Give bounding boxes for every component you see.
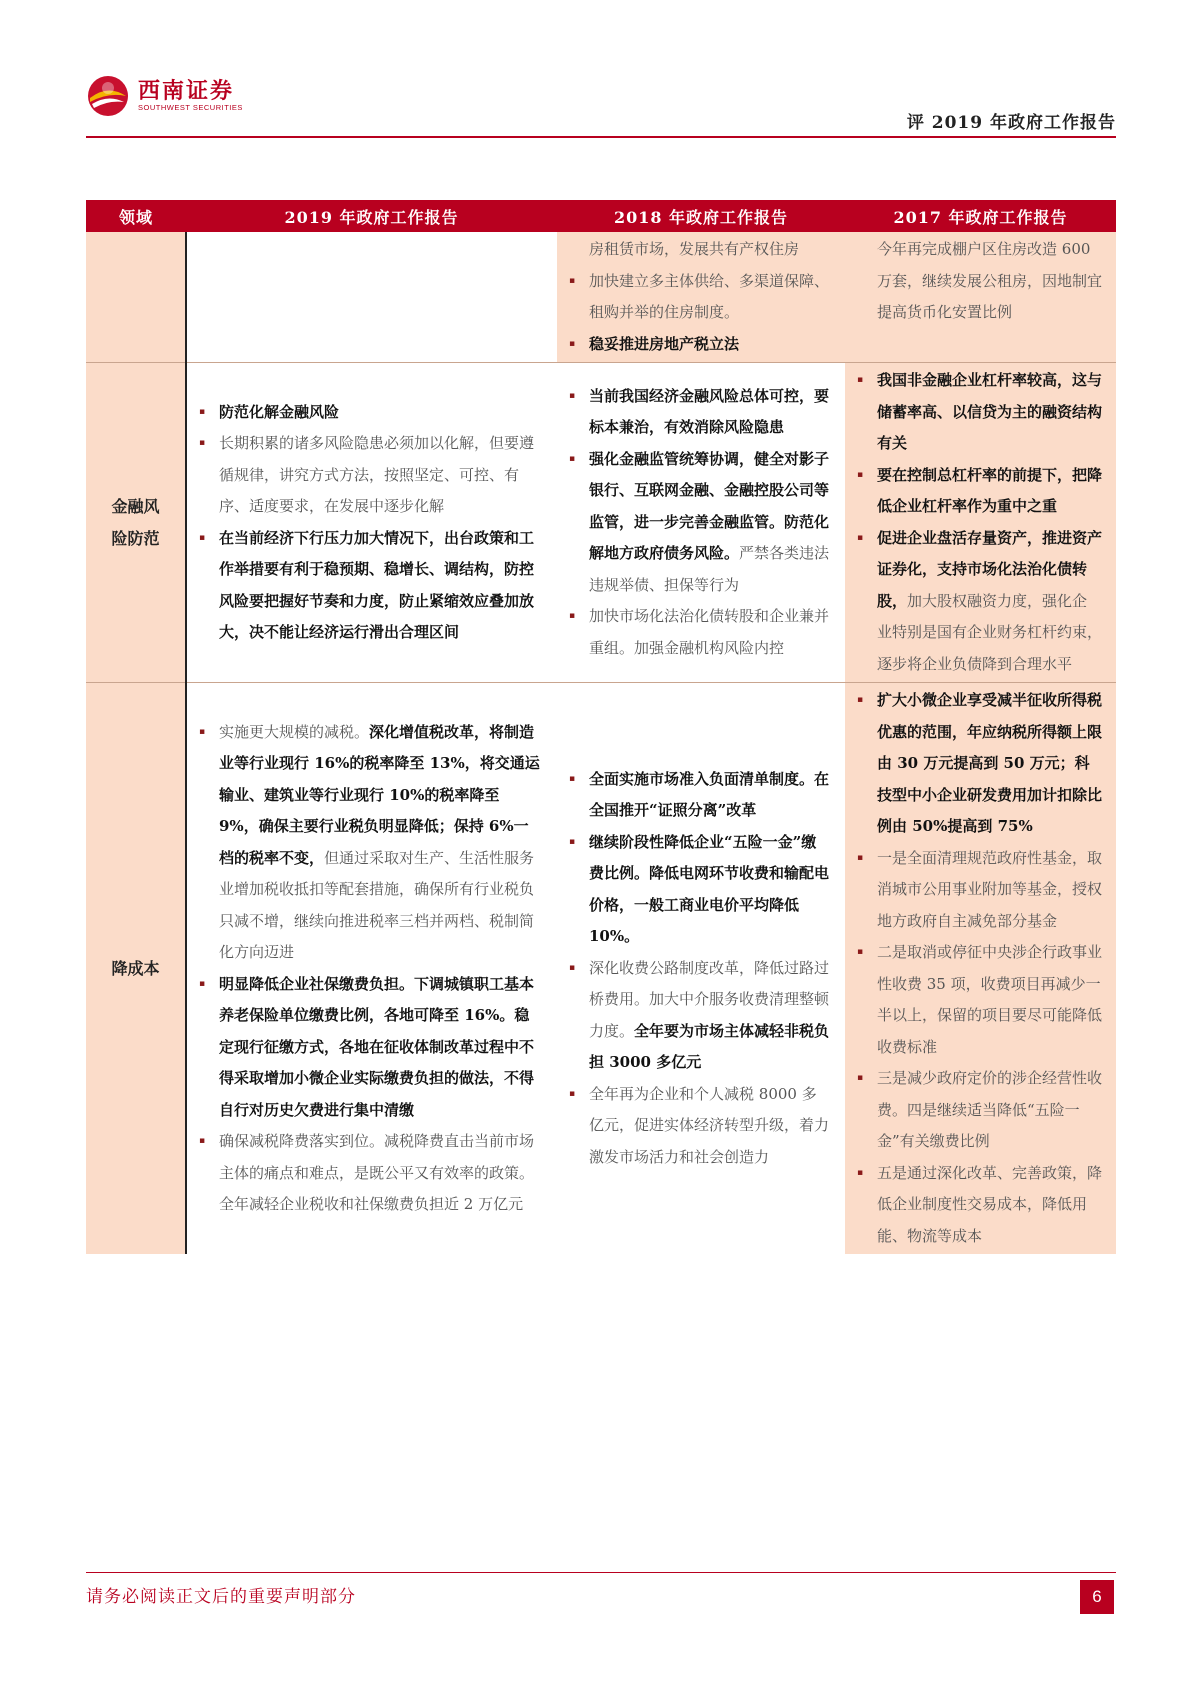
item-emphasis: 明显降低企业社保缴费负担。下调城镇职工基本养老保险单位缴费比例，各地可降至 16%。稳定现行征缴方式，各地在征收体制改革过程中不得采取增加小微企业实际缴费负担的做法，不得自行对历史欠费进行集中清缴 [219, 974, 535, 1119]
cell-col2017 [845, 363, 1116, 683]
item-text: 长期积累的诸多风险隐患必须加以化解，但要遵循规律，讲究方式方法，按照坚定、可控、有序、适度要求，在发展中逐步化解 [219, 434, 535, 515]
list-item [567, 329, 831, 361]
item-text: 五是通过深化改革、完善政策，降低企业制度性交易成本，降低用能、物流等成本 [877, 1163, 1103, 1245]
list-item [567, 234, 831, 266]
list-item [855, 523, 1102, 681]
logo-emblem-icon [86, 74, 130, 118]
list-item [197, 428, 543, 523]
list-item [567, 381, 831, 444]
cell-col2017 [845, 683, 1116, 1255]
header-2017: 2017 年政府工作报告 [845, 200, 1116, 232]
table-header-row [86, 200, 1116, 232]
domain-cell: 降成本 [86, 683, 186, 1255]
company-logo [86, 74, 243, 118]
list-item [567, 764, 831, 827]
disclaimer-note: 请务必阅读正文后的重要声明部分 [86, 1587, 356, 1607]
list-item [567, 1079, 831, 1174]
item-text: 但通过采取对生产、生活性服务业增加税收抵扣等配套措施，确保所有行业税负只减不增，继续向推进税率三档并两档、税制简化方向迈进 [219, 848, 535, 961]
list-item [197, 397, 543, 429]
logo-english-name: SOUTHWEST SECURITIES [138, 103, 243, 112]
item-emphasis: 强化金融监管统筹协调，健全对影子银行、互联网金融、金融控股公司等监管，进一步完善金融监管。防范化解地方政府债务风险。 [589, 449, 830, 563]
item-text: 加大股权融资力度，强化企业特别是国有企业财务杠杆约束，逐步将企业负债降到合理水平 [877, 591, 1103, 673]
item-text: 确保减税降费落实到位。减税降费直击当前市场主体的痛点和难点，是既公平又有效率的政策。全年减轻企业税收和社保缴费负担近 2 万亿元 [219, 1132, 535, 1213]
table-row [86, 232, 1116, 363]
item-text: 深化收费公路制度改革，降低过路过桥费用。加大中介服务收费清理整顿力度。 [589, 958, 830, 1040]
page-header [86, 70, 1116, 138]
header-2019: 2019 年政府工作报告 [186, 200, 557, 232]
item-text: 今年再完成棚户区住房改造 600 万套，继续发展公租房，因地制宜提高货币化安置比例 [877, 240, 1103, 321]
item-lead-text: 实施更大规模的减税。 [219, 722, 370, 741]
item-emphasis: 在当前经济下行压力加大情况下，出台政策和工作举措要有利于稳预期、稳增长、调结构，防控风险要把握好节奏和力度，防止紧缩效应叠加放大，决不能让经济运行滑出合理区间 [219, 528, 535, 641]
header-2018: 2018 年政府工作报告 [557, 200, 845, 232]
domain-cell: 金融风险防范 [86, 363, 186, 683]
table-row [86, 683, 1116, 1255]
item-emphasis: 全年要为市场主体减轻非税负担 3000 多亿元 [589, 1021, 830, 1072]
item-emphasis: 我国非金融企业杠杆率较高，这与储蓄率高、以信贷为主的融资结构有关 [877, 371, 1103, 452]
cell-col2019 [186, 363, 557, 683]
list-item [567, 444, 831, 602]
item-text: 二是取消或停征中央涉企行政事业性收费 35 项，收费项目再减少一半以上，保留的项目要尽可能降低收费标准 [877, 943, 1103, 1056]
cell-col2018 [557, 683, 845, 1255]
list-item [855, 685, 1102, 843]
cell-col2018 [557, 363, 845, 683]
list-item [855, 843, 1102, 938]
list-item [855, 365, 1102, 460]
logo-chinese-name: 西南证券 [138, 78, 235, 104]
list-item [567, 601, 831, 664]
list-item [197, 523, 543, 649]
list-item [197, 717, 543, 969]
footer-divider [86, 1572, 1116, 1573]
item-emphasis: 当前我国经济金融风险总体可控，要标本兼治，有效消除风险隐患 [589, 386, 830, 437]
list-item [855, 937, 1102, 1063]
item-emphasis: 稳妥推进房地产税立法 [589, 334, 740, 353]
item-text: 三是减少政府定价的涉企经营性收费。四是继续适当降低“五险一金”有关缴费比例 [877, 1069, 1103, 1150]
table-body [86, 232, 1116, 1254]
item-emphasis: 深化增值税改革，将制造业等行业现行 16%的税率降至 13%，将交通运输业、建筑业等行业现行 10%的税率降至 9%，确保主要行业税负明显降低；保持 6%一档的税率不变， [219, 722, 540, 867]
list-item [855, 460, 1102, 523]
list-item [855, 234, 1102, 329]
list-item [855, 1158, 1102, 1253]
item-text: 全年再为企业和个人减税 8000 多亿元，促进实体经济转型升级，着力激发市场活力和社会创造力 [589, 1084, 830, 1166]
item-text: 一是全面清理规范政府性基金，取消城市公用事业附加等基金，授权地方政府自主减免部分基金 [877, 848, 1103, 930]
comparison-table [86, 200, 1116, 1254]
document-title: 评 2019 年政府工作报告 [906, 113, 1116, 133]
list-item [855, 1063, 1102, 1158]
cell-col2017 [845, 232, 1116, 363]
list-item [197, 969, 543, 1127]
item-text: 加快市场化法治化债转股和企业兼并重组。加强金融机构风险内控 [589, 607, 830, 657]
item-emphasis: 促进企业盘活存量资产，推进资产证券化，支持市场化法治化债转股， [877, 528, 1103, 610]
item-emphasis: 防范化解金融风险 [219, 402, 340, 421]
table-row [86, 363, 1116, 683]
item-emphasis: 要在控制总杠杆率的前提下，把降低企业杠杆率作为重中之重 [877, 465, 1103, 515]
item-text: 房租赁市场，发展共有产权住房 [589, 240, 800, 258]
item-emphasis: 继续阶段性降低企业“五险一金”缴费比例。降低电网环节收费和输配电价格，一般工商业电价平均降低 10%。 [589, 832, 830, 946]
page-number: 6 [1080, 1580, 1114, 1614]
list-item [567, 953, 831, 1079]
item-emphasis: 全面实施市场准入负面清单制度。在全国推开“证照分离”改革 [589, 769, 830, 820]
item-emphasis: 扩大小微企业享受减半征收所得税优惠的范围，年应纳税所得额上限由 30 万元提高到 50 万元；科技型中小企业研发费用加计扣除比例由 50%提高到 75% [877, 691, 1103, 835]
cell-col2019 [186, 232, 557, 363]
list-item [197, 1126, 543, 1221]
cell-col2019 [186, 683, 557, 1255]
cell-col2018 [557, 232, 845, 363]
header-domain: 领域 [86, 200, 186, 232]
item-text: 加快建立多主体供给、多渠道保障、租购并举的住房制度。 [589, 271, 830, 321]
domain-cell [86, 232, 186, 363]
list-item [567, 827, 831, 953]
item-text: 严禁各类违法违规举债、担保等行为 [589, 544, 830, 594]
list-item [567, 266, 831, 329]
